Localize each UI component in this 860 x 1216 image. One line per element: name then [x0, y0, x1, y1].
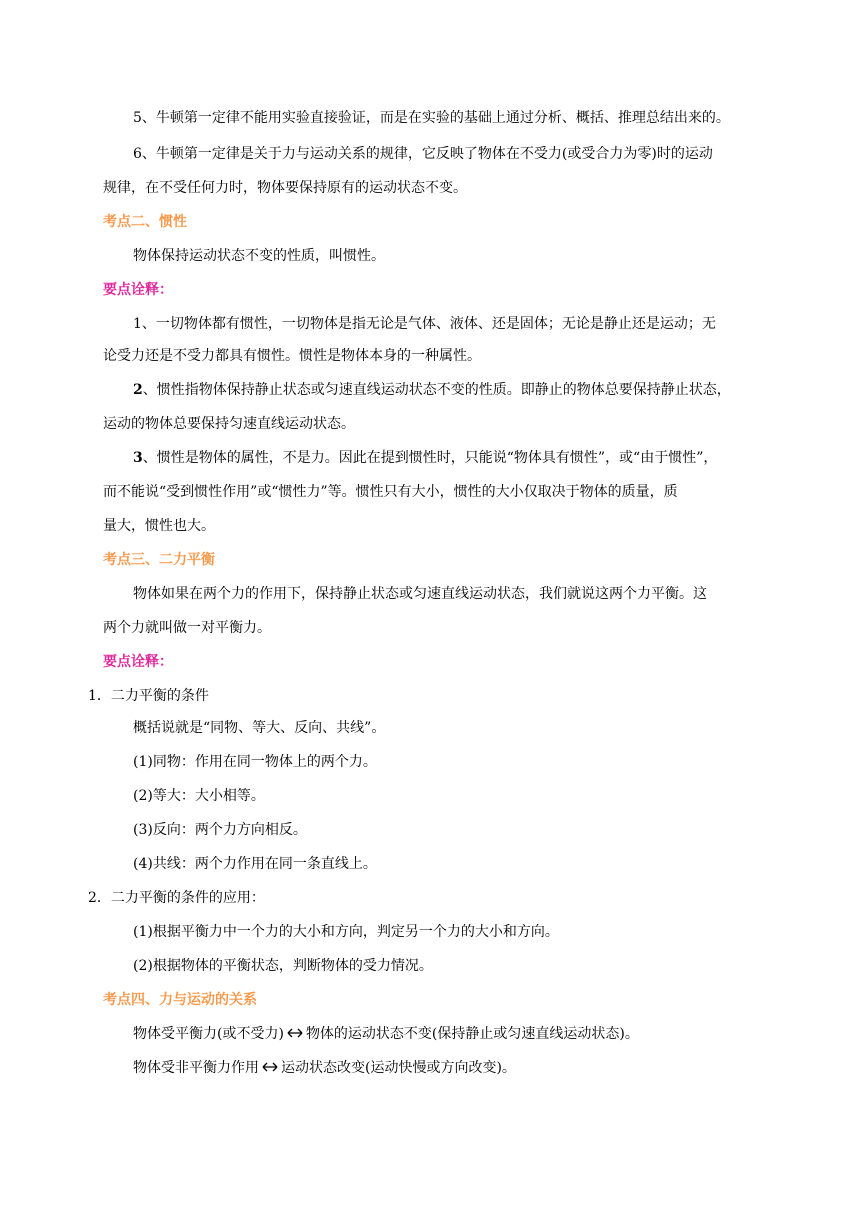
double-arrow-icon: [285, 1026, 305, 1040]
key-points-label-1: 要点诠释：: [103, 282, 173, 298]
paragraph-inertia-2-line1: [133, 380, 731, 400]
paragraph-inertia-1-line1: 1、一切物体都有惯性，一切物体是指无论是气体、液体、还是固体；无论是静止还是运动；无: [133, 316, 716, 332]
list-item-opposite-direction: (3)反向：两个力方向相反。: [133, 822, 307, 838]
item-number: 3: [133, 450, 143, 466]
relation-balanced-forces: [133, 1024, 639, 1044]
list-item-application-2: (2)根据物体的平衡状态，判断物体的受力情况。: [133, 958, 433, 974]
relation-left: 物体受非平衡力作用: [133, 1060, 259, 1076]
paragraph-newton-6-line2: 规律，在不受任何力时，物体要保持原有的运动状态不变。: [103, 180, 467, 196]
relation-left: 物体受平衡力(或不受力): [133, 1026, 284, 1042]
section-heading-force-motion: 考点四、力与运动的关系: [103, 992, 257, 1008]
list-heading-applications: 2．二力平衡的条件的应用：: [88, 890, 265, 906]
list-heading-conditions: 1．二力平衡的条件: [88, 688, 209, 704]
list-item-summary: 概括说就是“同物、等大、反向、共线”。: [133, 720, 386, 736]
paragraph-inertia-1-line2: 论受力还是不受力都具有惯性。惯性是物体本身的一种属性。: [103, 348, 481, 364]
paragraph-balance-line2: 两个力就叫做一对平衡力。: [103, 620, 271, 636]
paragraph-balance-line1: 物体如果在两个力的作用下，保持静止状态或匀速直线运动状态，我们就说这两个力平衡。这: [133, 586, 707, 602]
paragraph-newton-5: 5、牛顿第一定律不能用实验直接验证，而是在实验的基础上通过分析、概括、推理总结出来的。: [133, 110, 730, 126]
relation-unbalanced-forces: [133, 1058, 516, 1078]
item-text: 、惯性是物体的属性，不是力。因此在提到惯性时，只能说“物体具有惯性”，或“由于惯性”，: [142, 450, 718, 466]
section-heading-balance: 考点三、二力平衡: [103, 552, 215, 568]
list-item-same-object: (1)同物：作用在同一物体上的两个力。: [133, 754, 377, 770]
list-item-collinear: (4)共线：两个力作用在同一条直线上。: [133, 856, 377, 872]
paragraph-inertia-2-line2: 运动的物体总要保持匀速直线运动状态。: [103, 416, 355, 432]
relation-right: 物体的运动状态不变(保持静止或匀速直线运动状态)。: [305, 1026, 639, 1042]
paragraph-inertia-definition: 物体保持运动状态不变的性质，叫惯性。: [133, 248, 385, 264]
item-text: 、惯性指物体保持静止状态或匀速直线运动状态不变的性质。即静止的物体总要保持静止状态，: [142, 382, 731, 398]
paragraph-newton-6-line1: 6、牛顿第一定律是关于力与运动关系的规律，它反映了物体在不受力(或受合力为零)时的运动: [133, 146, 713, 162]
list-item-equal-magnitude: (2)等大：大小相等。: [133, 788, 265, 804]
section-heading-inertia: 考点二、惯性: [103, 214, 187, 230]
paragraph-inertia-3-line3: 量大，惯性也大。: [103, 518, 215, 534]
key-points-label-2: 要点诠释：: [103, 654, 173, 670]
item-number: 2: [133, 382, 143, 398]
list-item-application-1: (1)根据平衡力中一个力的大小和方向，判定另一个力的大小和方向。: [133, 924, 559, 940]
paragraph-inertia-3-line1: [133, 448, 717, 468]
paragraph-inertia-3-line2: 而不能说“受到惯性作用”或“惯性力”等。惯性只有大小，惯性的大小仅取决于物体的质量，质: [103, 484, 678, 500]
double-arrow-icon: [260, 1060, 280, 1074]
relation-right: 运动状态改变(运动快慢或方向改变)。: [281, 1060, 516, 1076]
